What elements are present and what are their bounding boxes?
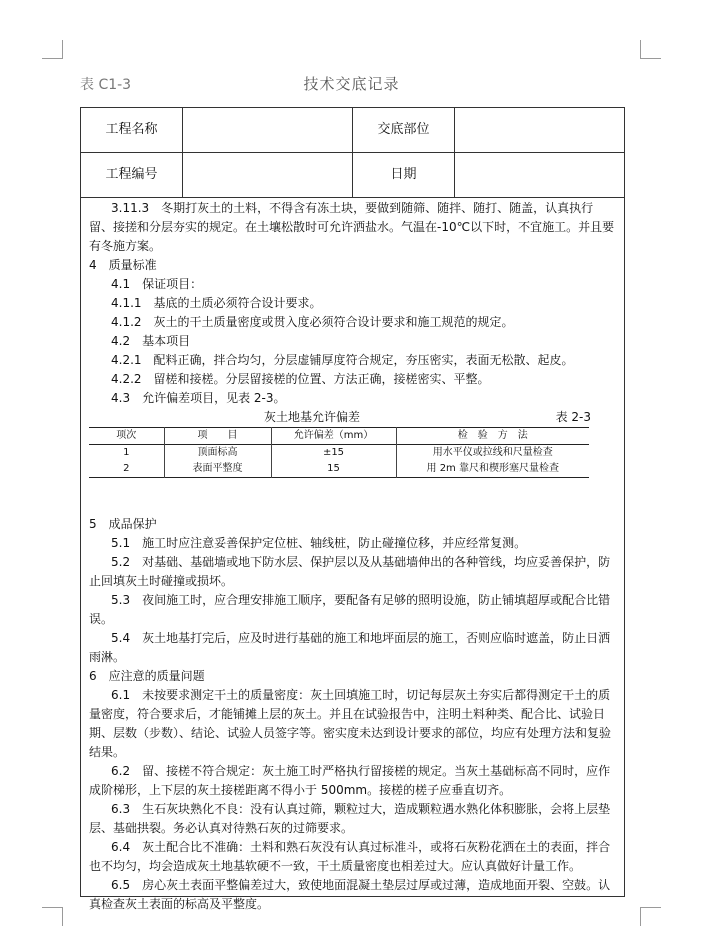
clause-item: 4.1.2 灰土的干土质量密度或贯入度必须符合设计要求和施工规范的规定。 — [111, 315, 514, 329]
table-cell: 1 — [123, 447, 130, 458]
table-number: 表 2-3 — [555, 410, 591, 424]
clause-item: 4.2.2 留槎和接槎。分层留接槎的位置、方法正确，接槎密实、平整。 — [111, 372, 490, 386]
project-name-label: 工程名称 — [105, 122, 158, 137]
table-cell: 顶面标高 — [164, 445, 271, 462]
table-header-row — [89, 428, 589, 445]
crop-mark-top-right — [640, 40, 661, 59]
clause-item: 6.5 房心灰土表面平整偏差过大，致使地面混凝土垫层过厚或过薄，造成地面开裂、空鼓。认真检查灰土表面的标高及平整度。 — [89, 878, 611, 911]
clause-item: 4.3 允许偏差项目，见表 2-3。 — [111, 391, 286, 405]
section-heading: 4 质量标准 — [89, 258, 157, 272]
table-row — [89, 461, 589, 478]
document-title: 技术交底记录 — [303, 75, 400, 93]
column-header: 项 目 — [164, 428, 271, 445]
column-header: 项次 — [116, 430, 137, 441]
table-cell: 2 — [123, 463, 130, 474]
section-heading: 6 应注意的质量问题 — [89, 669, 205, 683]
crop-mark-bottom-left — [42, 907, 63, 926]
clause-item: 6.3 生石灰块熟化不良：没有认真过筛，颗粒过大，造成颗粒遇水熟化体积膨胀，会将上层垫层、基础拱裂。务必认真对待熟石灰的过筛要求。 — [89, 802, 611, 835]
table-row — [89, 445, 589, 462]
clause-item: 5.4 灰土地基打完后，应及时进行基础的施工和地坪面层的施工，否则应临时遮盖，防止日洒雨淋。 — [89, 631, 611, 664]
clause-item: 6.2 留、接槎不符合规定：灰土施工时严格执行留接槎的规定。当灰土基础标高不同时，应作成阶梯形，上下层的灰土接槎距离不得小于 500mm。接槎的槎子应垂直切齐。 — [89, 764, 611, 797]
section-heading: 5 成品保护 — [89, 517, 157, 531]
header-divider — [182, 108, 183, 197]
table-cell: 15 — [271, 461, 396, 478]
tolerance-table — [89, 427, 589, 478]
crop-mark-bottom-right — [640, 907, 661, 926]
table-caption — [89, 408, 616, 427]
form-code: 表 C1-3 — [80, 77, 132, 93]
record-form — [80, 107, 625, 911]
clause-item: 5.1 施工时应注意妥善保护定位桩、轴线桩，防止碰撞位移，并应经常复测。 — [111, 536, 527, 550]
subsection-heading: 4.1 保证项目： — [111, 277, 203, 291]
crop-mark-top-left — [42, 40, 63, 59]
table-cell: 用水平仪或拉线和尺量检查 — [396, 445, 589, 462]
header-divider — [454, 108, 455, 197]
disclosure-content — [89, 199, 616, 914]
table-cell: ±15 — [271, 445, 396, 462]
project-no-label: 工程编号 — [105, 167, 158, 182]
clause-item: 4.1.1 基底的土质必须符合设计要求。 — [111, 296, 322, 310]
clause-item: 6.4 灰土配合比不准确：土料和熟石灰没有认真过标准斗，或将石灰粉花洒在土的表面，拌合也不均匀，均会造成灰土地基软硬不一致，干土质量密度也相差过大。应认真做好计量工作。 — [89, 840, 611, 873]
table-cell: 用 2m 靠尺和楔形塞尺量检查 — [396, 461, 589, 478]
clause-3-11-3: 3.11.3 冬期打灰土的土料，不得含有冻土块，要做到随筛、随拌、随打、随盖，认真执行留、接搓和分层夯实的规定。在土壤松散时可允许洒盐水。气温在-10℃以下时，不宜施工。并且要有冬施方案。 — [89, 201, 615, 253]
table-cell: 表面平整度 — [164, 461, 271, 478]
column-header: 允许偏差（mm） — [271, 428, 396, 445]
table-title: 灰土地基允许偏差 — [264, 410, 361, 424]
clause-item: 5.3 夜间施工时，应合理安排施工顺序，要配备有足够的照明设施，防止铺填超厚或配合比错误。 — [89, 593, 611, 626]
clause-item: 6.1 未按要求测定干土的质量密度：灰土回填施工时，切记每层灰土夯实后都得测定干土的质量密度，符合要求后，才能铺摊上层的灰土。并且在试验报告中，注明土料种类、配合比、试验日期、层数（步数）、结论、试验人员签字等。密实度未达到设计要求的部位，均应有处理方法和复验结果。 — [89, 688, 612, 759]
subsection-heading: 4.2 基本项目 — [111, 334, 191, 348]
clause-item: 5.2 对基础、基础墙或地下防水层、保护层以及从基础墙伸出的各种管线，均应妥善保护，防止回填灰土时碰撞或损坏。 — [89, 555, 611, 588]
clause-item: 4.2.1 配料正确，拌合均匀，分层虚铺厚度符合规定，夯压密实，表面无松散、起皮。 — [111, 353, 574, 367]
date-label: 日期 — [390, 167, 417, 182]
location-label: 交底部位 — [377, 122, 430, 137]
column-header: 检 验 方 法 — [396, 428, 589, 445]
